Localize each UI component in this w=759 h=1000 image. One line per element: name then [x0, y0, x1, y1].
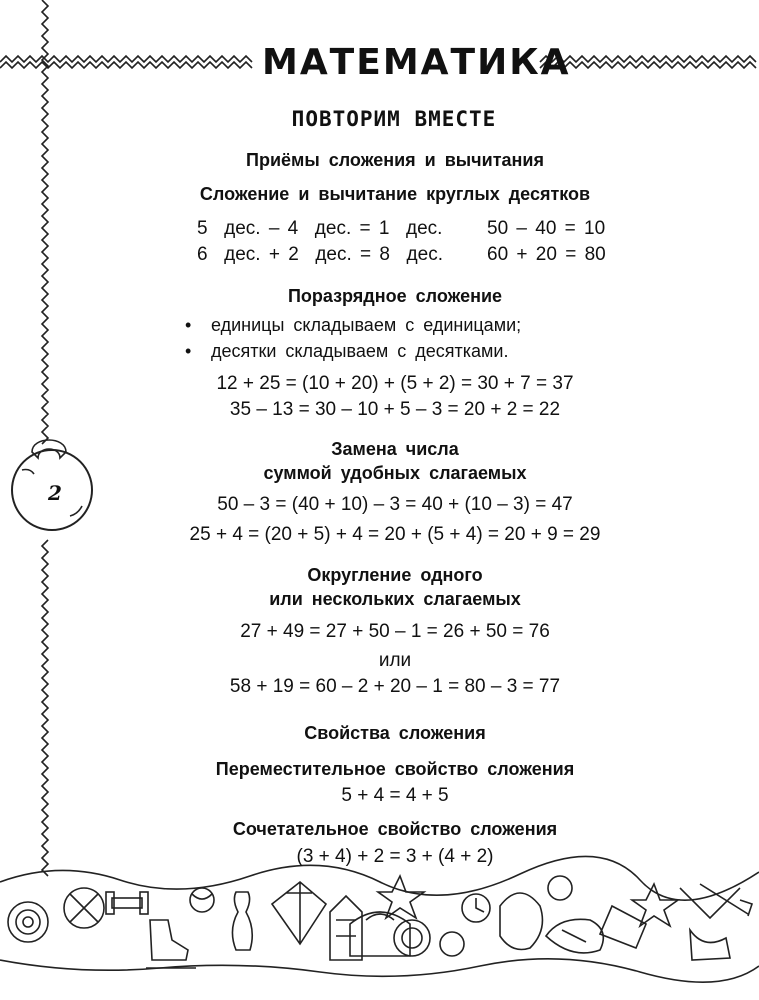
round-tens-row2-left: 6 дес. + 2 дес. = 8 дес. — [197, 244, 443, 265]
section-heading-rounding-1: Округление одного — [307, 565, 483, 585]
digitwise-equation-2: 35 – 13 = 30 – 10 + 5 – 3 = 20 + 2 = 22 — [229, 399, 561, 420]
section-heading-digitwise: Поразрядное сложение — [287, 286, 503, 306]
replace-equation-2: 25 + 4 = (20 + 5) + 4 = 20 + (5 + 4) = 20 + 9 = 29 — [189, 524, 601, 545]
sports-doodles — [0, 856, 759, 982]
section-heading-add-sub: Приёмы сложения и вычитания — [246, 150, 544, 170]
subheading-round-tens: Сложение и вычитание круглых десятков — [199, 184, 591, 204]
commutative-equation: 5 + 4 = 4 + 5 — [341, 785, 449, 806]
top-border-right — [540, 56, 756, 62]
kettlebell-icon — [32, 440, 66, 458]
associative-equation: (3 + 4) + 2 = 3 + (4 + 2) — [296, 846, 494, 867]
round-tens-row1-left: 5 дес. – 4 дес. = 1 дес. — [197, 218, 443, 239]
associative-heading: Сочетательное свойство сложения — [232, 819, 558, 839]
rounding-or: или — [378, 650, 412, 671]
bullet-item: • десятки складываем с десятками. — [185, 341, 509, 361]
left-border — [42, 0, 48, 444]
rounding-equation-2: 58 + 19 = 60 – 2 + 20 – 1 = 80 – 3 = 77 — [229, 676, 561, 697]
round-tens-row1-right: 50 – 40 = 10 — [487, 218, 606, 239]
page-title: МАТЕМАТИКА — [262, 42, 571, 83]
round-tens-row2-right: 60 + 20 = 80 — [487, 244, 606, 265]
bullet-text: десятки складываем с десятками. — [211, 341, 509, 361]
section-heading-properties: Свойства сложения — [304, 723, 486, 743]
page-number: 2 — [48, 481, 62, 505]
rounding-equation-1: 27 + 49 = 27 + 50 – 1 = 26 + 50 = 76 — [240, 621, 550, 642]
section-heading-replace-2: суммой удобных слагаемых — [263, 463, 527, 483]
section-heading-replace-1: Замена числа — [331, 439, 459, 459]
bullet-item: • единицы складываем с единицами; — [185, 315, 522, 335]
section-heading-rounding-2: или нескольких слагаемых — [269, 589, 521, 609]
page-subtitle: ПОВТОРИМ ВМЕСТЕ — [291, 107, 497, 131]
digitwise-equation-1: 12 + 25 = (10 + 20) + (5 + 2) = 30 + 7 = 37 — [216, 373, 574, 394]
replace-equation-1: 50 – 3 = (40 + 10) – 3 = 40 + (10 – 3) = 47 — [217, 494, 573, 515]
commutative-heading: Переместительное свойство сложения — [215, 759, 575, 779]
bullet-text: единицы складываем с единицами; — [211, 315, 522, 335]
